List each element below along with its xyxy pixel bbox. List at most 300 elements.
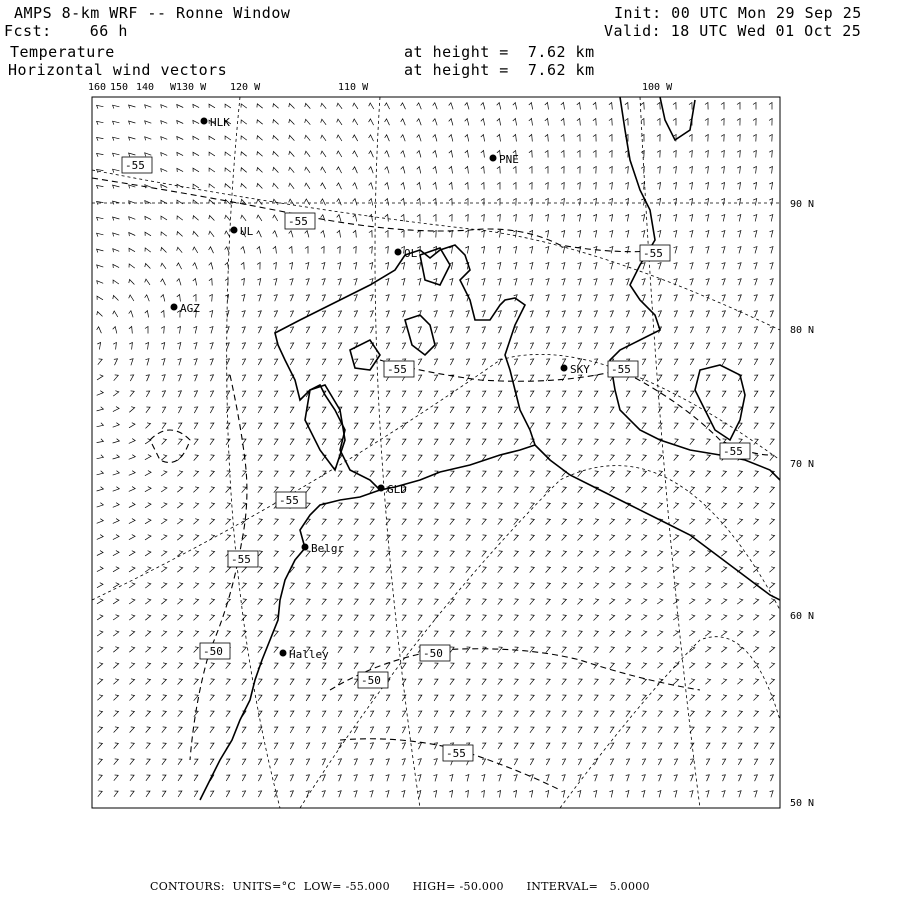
wind-barb <box>97 137 104 140</box>
wind-barb <box>610 503 615 509</box>
wind-barb <box>129 471 135 476</box>
wind-barb <box>353 215 357 222</box>
wind-barb <box>146 679 151 685</box>
wind-barb <box>498 567 503 573</box>
wind-barb <box>385 183 389 190</box>
wind-barb <box>593 167 596 174</box>
wind-barb <box>242 727 246 733</box>
wind-barb <box>338 791 342 798</box>
wind-barb <box>593 551 598 557</box>
wind-barb <box>482 535 486 541</box>
wind-barb <box>706 263 710 270</box>
wind-barb <box>178 391 182 397</box>
wind-barb <box>578 551 583 557</box>
wind-barb <box>354 439 358 445</box>
wind-barb <box>322 311 326 317</box>
wind-barb <box>113 439 120 443</box>
contour-label-text: -55 <box>643 247 663 260</box>
wind-barb <box>594 519 599 525</box>
height-temperature: at height = 7.62 km <box>404 43 595 61</box>
wind-barb <box>433 135 437 142</box>
wind-barb <box>337 215 341 222</box>
wind-barb <box>354 791 358 798</box>
wind-barb <box>257 231 262 237</box>
wind-barb <box>641 215 644 222</box>
wind-barb <box>434 727 438 733</box>
wind-barb <box>578 423 582 429</box>
station-label: UL <box>240 225 254 238</box>
wind-barb <box>594 503 599 509</box>
wind-barb <box>721 215 724 222</box>
wind-barb <box>113 327 117 334</box>
wind-barb <box>402 279 405 286</box>
wind-barb <box>545 103 549 110</box>
wind-barb <box>225 295 228 302</box>
wind-barb <box>258 327 262 333</box>
wind-barb <box>561 151 564 158</box>
wind-barb <box>401 135 406 142</box>
latitude-label: 80 N <box>790 325 815 336</box>
wind-barb <box>689 135 692 142</box>
wind-barb <box>593 103 596 110</box>
wind-barb <box>658 375 662 381</box>
wind-barb <box>577 103 581 110</box>
wind-barb <box>242 615 247 621</box>
wind-barb <box>466 647 470 653</box>
wind-barb <box>401 183 405 190</box>
wind-barb <box>578 679 582 685</box>
wind-barb <box>690 423 694 429</box>
wind-barb <box>306 599 310 605</box>
wind-barb <box>722 343 726 349</box>
wind-barb <box>354 743 358 749</box>
wind-barb <box>306 503 310 509</box>
wind-barb <box>98 759 103 765</box>
wind-barb <box>482 279 486 286</box>
wind-barb <box>401 103 406 109</box>
wind-barb <box>770 279 774 286</box>
wind-barb <box>338 535 342 541</box>
wind-barb <box>242 759 246 765</box>
wind-barb <box>706 359 710 365</box>
wind-barb <box>673 215 676 222</box>
wind-barb <box>753 631 758 637</box>
wind-barb <box>529 199 532 206</box>
wind-barb <box>545 135 548 142</box>
wind-barb <box>466 615 470 621</box>
wind-barb <box>706 439 710 445</box>
wind-barb <box>418 759 422 766</box>
wind-barb <box>434 359 438 365</box>
wind-barb <box>610 647 615 653</box>
wind-barb <box>194 631 199 637</box>
wind-barb <box>434 583 438 589</box>
wind-barb <box>769 663 774 669</box>
wind-barb <box>674 711 679 717</box>
wind-barb <box>737 615 743 620</box>
wind-barb <box>513 791 516 798</box>
wind-barb <box>338 519 342 525</box>
wind-barb <box>738 327 742 333</box>
wind-barb <box>530 599 535 605</box>
wind-barb <box>129 583 135 588</box>
wind-barb <box>370 791 374 798</box>
wind-barb <box>674 439 678 445</box>
wind-barb <box>673 599 679 604</box>
wind-barb <box>706 231 709 238</box>
wind-barb <box>162 423 166 429</box>
wind-barb <box>305 183 310 189</box>
wind-barb <box>193 487 198 493</box>
wind-barb <box>290 599 294 605</box>
wind-barb <box>514 535 519 541</box>
wind-barb <box>530 471 534 477</box>
wind-barb <box>290 327 294 333</box>
wind-barb <box>354 375 358 381</box>
wind-barb <box>273 120 279 125</box>
wind-barb <box>625 567 630 573</box>
wind-barb <box>593 791 596 798</box>
wind-barb <box>370 583 374 589</box>
wind-barb <box>770 503 775 509</box>
wind-barb <box>689 151 692 158</box>
wind-barb <box>450 343 454 349</box>
wind-barb <box>705 119 708 126</box>
wind-barb <box>625 599 631 604</box>
wind-barb <box>353 151 358 157</box>
wind-barb <box>754 759 758 765</box>
wind-barb <box>674 343 678 349</box>
wind-barb <box>754 231 757 238</box>
wind-barb <box>674 471 679 477</box>
wind-barb <box>674 743 678 749</box>
wind-barb <box>113 296 119 301</box>
wind-barb <box>498 519 502 525</box>
wind-barb <box>210 711 214 717</box>
wind-barb <box>562 679 566 685</box>
wind-barb <box>642 695 647 701</box>
wind-barb <box>417 263 420 270</box>
wind-barb <box>386 423 390 429</box>
wind-barb <box>129 185 136 189</box>
wind-barb <box>546 599 551 605</box>
station-dot <box>561 365 568 372</box>
wind-barb <box>114 359 118 365</box>
wind-barb <box>97 599 103 604</box>
wind-barb <box>129 217 136 221</box>
wind-barb <box>161 599 166 605</box>
wind-barb <box>353 263 356 270</box>
wind-barb <box>450 535 454 541</box>
wind-barb <box>258 743 262 749</box>
wind-barb <box>177 232 183 237</box>
wind-barb <box>290 423 294 429</box>
wind-barb <box>338 695 342 701</box>
wind-barb <box>290 295 294 301</box>
wind-barb <box>769 631 774 637</box>
wind-barb <box>690 487 695 493</box>
wind-barb <box>545 183 548 190</box>
wind-barb <box>658 455 663 461</box>
wind-barb <box>450 455 454 461</box>
wind-barb <box>594 759 598 765</box>
wind-barb <box>578 615 583 621</box>
wind-barb <box>722 375 726 381</box>
wind-barb <box>241 120 247 124</box>
wind-barb <box>578 711 582 717</box>
wind-barb <box>274 759 278 765</box>
wind-barb <box>370 775 374 782</box>
wind-barb <box>290 407 294 413</box>
wind-barb <box>689 583 695 588</box>
station-dot <box>490 155 497 162</box>
wind-barb <box>497 103 501 110</box>
wind-barb <box>418 503 422 509</box>
wind-barb <box>401 231 404 238</box>
wind-barb <box>209 263 213 270</box>
wind-barb <box>321 199 326 205</box>
wind-barb <box>273 231 278 238</box>
wind-barb <box>593 231 596 238</box>
wind-barb <box>737 135 740 142</box>
wind-barb <box>401 263 404 270</box>
wind-barb <box>690 471 695 477</box>
wind-barb <box>689 631 695 636</box>
wind-barb <box>433 119 437 126</box>
wind-barb <box>689 679 694 685</box>
wind-barb <box>673 183 676 190</box>
wind-barb <box>97 169 104 172</box>
wind-barb <box>754 519 759 525</box>
wind-barb <box>450 439 454 445</box>
wind-barb <box>514 519 519 525</box>
wind-barb <box>322 535 326 541</box>
wind-barb <box>610 679 614 685</box>
wind-barb <box>546 663 550 669</box>
wind-barb <box>674 359 678 365</box>
wind-barb <box>721 567 726 573</box>
wind-barb <box>402 743 406 749</box>
wind-barb <box>129 407 134 413</box>
wind-barb <box>354 423 358 429</box>
wind-barb <box>97 423 104 427</box>
wind-barb <box>674 311 678 317</box>
wind-barb <box>529 183 532 190</box>
wind-barb <box>450 615 454 621</box>
wind-barb <box>401 119 406 125</box>
wind-barb <box>705 135 708 142</box>
wind-barb <box>97 503 104 507</box>
wind-barb <box>562 535 567 541</box>
contour-label-text: -50 <box>361 674 381 687</box>
wind-barb <box>514 407 518 413</box>
wind-barb <box>97 519 104 524</box>
coast-island-1 <box>695 365 745 440</box>
wind-barb <box>290 631 294 637</box>
wind-barb <box>514 727 518 733</box>
wind-barb <box>418 439 422 445</box>
wind-barb <box>434 599 438 605</box>
wind-barb <box>610 263 613 270</box>
wind-barb <box>594 311 598 317</box>
wind-barb <box>753 199 756 206</box>
wind-barb <box>722 279 726 286</box>
wind-barb <box>209 231 214 237</box>
wind-barb <box>370 599 374 605</box>
wind-barb <box>706 423 710 429</box>
station-dot <box>395 249 402 256</box>
wind-barb <box>338 631 342 637</box>
wind-barb <box>418 535 422 541</box>
wind-barb <box>385 215 388 222</box>
wind-barb <box>258 295 262 302</box>
wind-barb <box>673 103 676 110</box>
wind-barb <box>97 631 103 636</box>
wind-barb <box>705 647 711 652</box>
wind-barb <box>98 775 102 781</box>
wind-barb <box>545 231 548 238</box>
wind-barb <box>306 567 310 573</box>
wind-barb <box>721 135 724 142</box>
wind-barb <box>418 327 422 333</box>
wind-barb <box>193 247 198 253</box>
wind-barb <box>514 487 518 493</box>
wind-barb <box>738 791 742 798</box>
wind-barb <box>161 567 167 572</box>
wind-barb <box>113 264 119 268</box>
wind-barb <box>754 247 758 254</box>
wind-barb <box>658 679 663 685</box>
wind-barb <box>657 135 660 142</box>
wind-barb <box>417 103 422 109</box>
wind-barb <box>738 775 742 781</box>
wind-barb <box>705 663 710 669</box>
wind-barb <box>274 535 279 541</box>
wind-barb <box>354 407 358 413</box>
wind-barb <box>242 311 246 318</box>
wind-barb <box>338 391 342 397</box>
wind-barb <box>146 375 150 381</box>
wind-barb <box>466 631 470 637</box>
wind-barb <box>370 295 374 302</box>
wind-barb <box>482 439 486 445</box>
wind-barb <box>145 519 151 524</box>
wind-barb <box>529 247 532 254</box>
wind-barb <box>337 231 341 238</box>
wind-barb <box>578 503 583 509</box>
wind-barb <box>754 711 759 717</box>
wind-barb <box>594 407 598 413</box>
wind-barb <box>530 503 535 509</box>
wind-barb <box>690 375 694 381</box>
wind-barb <box>113 535 119 540</box>
wind-barb <box>578 647 582 653</box>
wind-barb <box>402 775 406 782</box>
latitude-label: 90 N <box>790 199 815 210</box>
wind-barb <box>722 727 726 733</box>
wind-barb <box>466 311 470 318</box>
wind-barb <box>337 103 342 109</box>
wind-barb <box>450 567 454 573</box>
wind-barb <box>673 535 678 541</box>
wind-barb <box>290 471 294 477</box>
wind-barb <box>706 775 710 781</box>
wind-barb <box>546 263 549 270</box>
wind-barb <box>386 711 390 717</box>
wind-barb <box>177 487 182 493</box>
wind-barb <box>722 247 726 254</box>
wind-barb <box>306 631 310 637</box>
longitude-label: 150 <box>110 82 129 93</box>
wind-barb <box>530 695 534 701</box>
wind-barb <box>353 167 358 173</box>
wind-barb <box>498 295 502 302</box>
wind-barb <box>193 263 198 270</box>
wind-barb <box>689 167 692 174</box>
wind-barb <box>578 455 582 461</box>
wind-barb <box>370 407 374 413</box>
wind-barb <box>353 231 356 238</box>
wind-barb <box>273 199 278 205</box>
wind-barb <box>177 184 183 188</box>
wind-barb <box>178 663 183 669</box>
wind-barb <box>97 615 103 620</box>
wind-barb <box>146 791 150 797</box>
wind-barb <box>673 679 678 685</box>
wind-barb <box>129 327 132 334</box>
wind-barb <box>369 215 373 222</box>
wind-barb <box>161 232 167 236</box>
wind-barb <box>561 199 564 206</box>
wind-barb <box>418 407 422 413</box>
wind-barb <box>626 423 630 429</box>
wind-barb <box>673 231 676 238</box>
wind-barb <box>145 121 152 125</box>
wind-barb <box>721 167 724 174</box>
wind-barb <box>482 631 486 637</box>
contour-label <box>640 245 670 261</box>
wind-barb <box>210 423 214 429</box>
wind-barb <box>290 743 294 749</box>
wind-barb <box>642 663 647 669</box>
wind-barb <box>546 647 550 653</box>
wind-barb <box>290 311 294 317</box>
wind-barb <box>482 583 486 589</box>
wind-barb <box>482 775 485 782</box>
wind-barb <box>178 711 183 717</box>
wind-barb <box>242 423 246 429</box>
wind-barb <box>657 183 660 190</box>
wind-barb <box>114 695 119 701</box>
wind-barb <box>402 519 406 525</box>
wind-barb <box>753 167 756 174</box>
wind-barb <box>338 359 342 365</box>
wind-barb <box>194 455 199 461</box>
wind-barb <box>642 791 645 798</box>
wind-barb <box>274 727 278 733</box>
wind-barb <box>322 775 326 781</box>
wind-barb <box>674 759 678 765</box>
wind-barb <box>545 247 548 254</box>
wind-barb <box>514 775 518 782</box>
station-dot <box>280 650 287 657</box>
wind-barb <box>129 439 135 444</box>
wind-barb <box>113 343 116 350</box>
wind-barb <box>338 775 342 781</box>
wind-barb <box>610 487 615 493</box>
wind-barb <box>738 487 743 493</box>
wind-barb <box>770 247 774 254</box>
